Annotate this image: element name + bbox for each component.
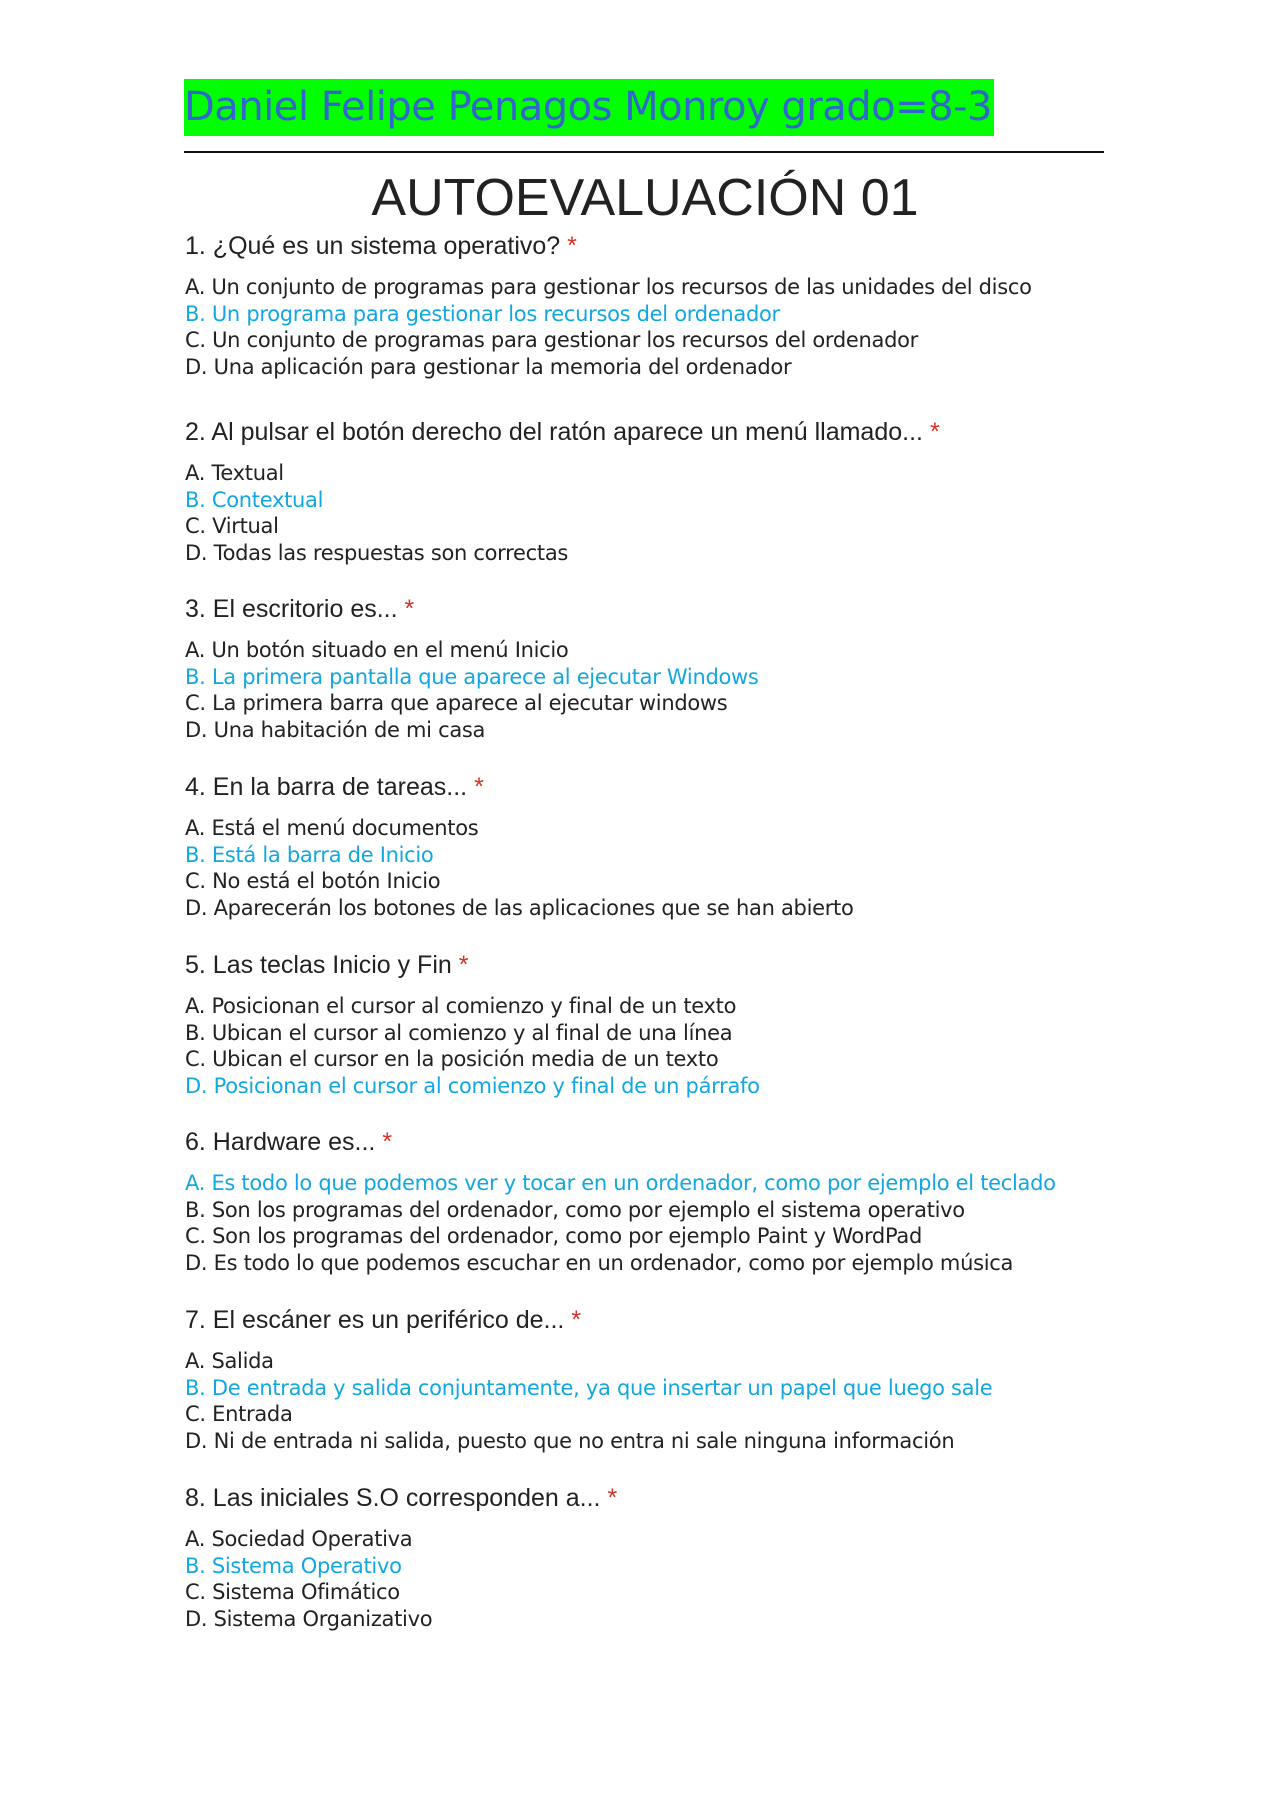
option-b-correct: B. De entrada y salida conjuntamente, ya que insertar un papel que luego sale [185,1375,993,1400]
option-list [185,993,1105,1099]
option-a: A. Posicionan el cursor al comienzo y final de un texto [185,994,737,1018]
option-d: D. Una habitación de mi casa [185,717,486,742]
option-b: B. Ubican el cursor al comienzo y al final de una línea [185,1020,733,1045]
question-5 [185,949,1105,1099]
option-d: D. Es todo lo que podemos escuchar en un ordenador, como por ejemplo música [185,1250,1014,1275]
question-label: 7. El escáner es un periférico de... [185,1306,565,1334]
question-label: 5. Las teclas Inicio y Fin [185,951,452,979]
question-label: 2. Al pulsar el botón derecho del ratón aparece un menú llamado... [185,418,923,446]
option-list [185,637,1105,743]
option-b-correct: B. La primera pantalla que aparece al ejecutar Windows [185,664,759,689]
option-a: A. Salida [185,1349,274,1373]
question-6 [185,1126,1105,1276]
option-list [185,274,1105,380]
option-c: C. Sistema Ofimático [185,1580,400,1604]
option-d: D. Aparecerán los botones de las aplicaciones que se han abierto [185,895,854,920]
option-list [185,460,1105,566]
option-c: C. Virtual [185,514,279,538]
question-label: 1. ¿Qué es un sistema operativo? [185,232,561,260]
option-list [185,1348,1105,1454]
option-a-correct: A. Es todo lo que podemos ver y tocar en un ordenador, como por ejemplo el teclado [185,1171,1056,1195]
question-1 [185,230,1105,380]
option-a: A. Un conjunto de programas para gestionar los recursos de las unidades del disco [185,275,1032,299]
question-text [185,230,1105,262]
question-8 [185,1482,1105,1632]
option-a: A. Sociedad Operativa [185,1527,413,1551]
question-text [185,416,1105,448]
page-title: AUTOEVALUACIÓN 01 [371,169,919,227]
option-a: A. Un botón situado en el menú Inicio [185,638,569,662]
option-b-correct: B. Contextual [185,487,324,512]
question-3 [185,593,1105,743]
option-b-correct: B. Sistema Operativo [185,1553,402,1578]
option-list [185,1170,1105,1276]
question-text [185,1126,1105,1158]
question-label: 3. El escritorio es... [185,595,398,623]
option-b-correct: B. Está la barra de Inicio [185,842,434,867]
question-7 [185,1304,1105,1454]
option-d: D. Ni de entrada ni salida, puesto que no entra ni sale ninguna información [185,1428,955,1453]
question-text [185,1304,1105,1336]
required-star: * [571,1306,582,1334]
required-star: * [404,595,415,623]
option-c: C. Entrada [185,1402,293,1426]
option-a: A. Textual [185,461,284,485]
option-d-correct: D. Posicionan el cursor al comienzo y final de un párrafo [185,1073,760,1098]
question-2 [185,416,1105,566]
required-star: * [474,773,484,801]
question-label: 6. Hardware es... [185,1128,376,1156]
option-d: D. Una aplicación para gestionar la memoria del ordenador [185,354,792,379]
question-text [185,949,1105,981]
required-star: * [607,1484,618,1512]
option-c: C. Un conjunto de programas para gestionar los recursos del ordenador [185,328,919,352]
required-star: * [567,232,577,260]
question-label: 4. En la barra de tareas... [185,773,468,801]
required-star: * [458,951,469,979]
option-c: C. Son los programas del ordenador, como por ejemplo Paint y WordPad [185,1224,922,1248]
question-text [185,771,1105,803]
required-star: * [382,1128,393,1156]
option-list [185,815,1105,921]
horizontal-rule [184,151,1104,153]
option-c: C. No está el botón Inicio [185,869,441,893]
required-star: * [929,418,940,446]
question-4 [185,771,1105,921]
option-b: B. Son los programas del ordenador, como por ejemplo el sistema operativo [185,1197,965,1222]
student-name-highlight: Daniel Felipe Penagos Monroy grado=8-3 [184,79,994,136]
option-b-correct: B. Un programa para gestionar los recursos del ordenador [185,301,780,326]
option-list [185,1526,1105,1632]
question-text [185,1482,1105,1514]
option-d: D. Sistema Organizativo [185,1606,433,1631]
option-d: D. Todas las respuestas son correctas [185,540,569,565]
option-c: C. La primera barra que aparece al ejecutar windows [185,691,728,715]
question-text [185,593,1105,625]
question-label: 8. Las iniciales S.O corresponden a... [185,1484,601,1512]
option-c: C. Ubican el cursor en la posición media de un texto [185,1047,719,1071]
option-a: A. Está el menú documentos [185,816,479,840]
